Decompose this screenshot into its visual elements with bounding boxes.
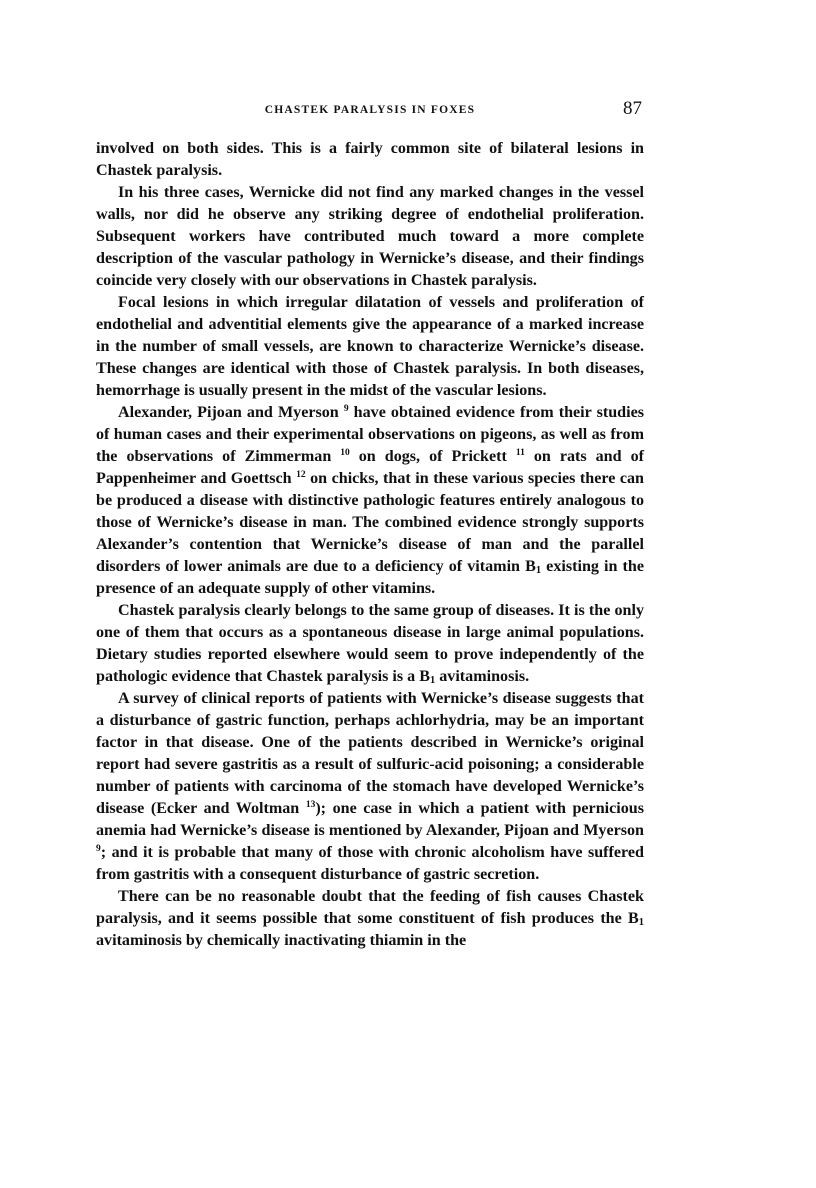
reference-marker: 13 [305, 800, 316, 810]
vitamin-subscript: 1 [535, 565, 542, 576]
reference-marker: 9 [343, 404, 349, 414]
paragraph [96, 402, 644, 600]
paragraph [96, 600, 644, 688]
text-run: on chicks, that in these various species there can be produced a disease with distinctive pathologic features entirely analogous to those of Wernicke’s disease in man. The combined evidence strongly supports Alexander’s contention that Wernicke’s disease of man and the parallel disorders of lower animals are due to a deficiency of vitamin B [96, 470, 644, 575]
reference-marker: 12 [296, 470, 306, 480]
reference-marker: 10 [340, 448, 350, 458]
paragraph: involved on both sides. This is a fairly common site of bilateral lesions in Chastek paralysis. [96, 140, 644, 179]
paragraph [96, 886, 644, 952]
text-run: ); one case in which a patient with pernicious anemia had Wernicke’s disease is mentioned by Alexander, Pijoan and Myerson [96, 800, 644, 839]
text-run: existing in the presence of an adequate supply of other vitamins. [96, 558, 644, 597]
text-run: have obtained evidence from their studies of human cases and their experimental observations on pigeons, as well as from the observations of Zimmerman [96, 404, 644, 465]
page-number: 87 [623, 98, 642, 119]
text-run: on dogs, of Prickett [349, 448, 516, 465]
text-run: avitaminosis. [435, 668, 530, 685]
text-run: Alexander, Pijoan and Myerson [118, 404, 344, 421]
vitamin-subscript: 1 [429, 675, 436, 686]
running-title: CHASTEK PARALYSIS IN FOXES [264, 104, 476, 116]
text-run: ; and it is probable that many of those with chronic alcoholism have suffered from gastritis with a consequent disturbance of gastric secretion. [96, 844, 644, 883]
paragraph [96, 688, 644, 886]
article-body [96, 138, 644, 952]
vitamin-subscript: 1 [638, 917, 644, 928]
text-run: on rats and of Pappenheimer and Goettsch [96, 448, 644, 487]
text-run: Chastek paralysis clearly belongs to the same group of diseases. It is the only one of them that occurs as a spontaneous disease in large animal populations. Dietary studies reported elsewhere would seem to prove independently of the pathologic evidence that Chastek paralysis is a B [96, 602, 644, 685]
paragraph: In his three cases, Wernicke did not find any marked changes in the vessel walls, nor did he observe any striking degree of endothelial proliferation. Subsequent workers have contributed much toward a more complete description of the vascular pathology in Wernicke’s disease, and their findings coincide very closely with our observations in Chastek paralysis. [96, 184, 644, 289]
reference-marker: 11 [515, 448, 525, 458]
journal-page [96, 98, 644, 952]
text-run: avitaminosis by chemically inactivating thiamin in the [96, 932, 467, 949]
paragraph: Focal lesions in which irregular dilatation of vessels and proliferation of endothelial and adventitial elements give the appearance of a marked increase in the number of small vessels, are known to characterize Wernicke’s disease. These changes are identical with those of Chastek paralysis. In both diseases, hemorrhage is usually present in the midst of the vascular lesions. [96, 294, 644, 399]
text-run: There can be no reasonable doubt that the feeding of fish causes Chastek paralysis, and it seems possible that some constituent of fish produces the B [96, 888, 644, 927]
text-run: A survey of clinical reports of patients with Wernicke’s disease suggests that a disturbance of gastric function, perhaps achlorhydria, may be an important factor in that disease. One of the patients described in Wernicke’s original report had severe gastritis as a result of sulfuric-acid poisoning; a considerable number of patients with carcinoma of the stomach have developed Wernicke’s disease (Ecker and Woltman [96, 690, 644, 817]
running-header [96, 98, 644, 124]
reference-marker: 9 [96, 844, 101, 854]
